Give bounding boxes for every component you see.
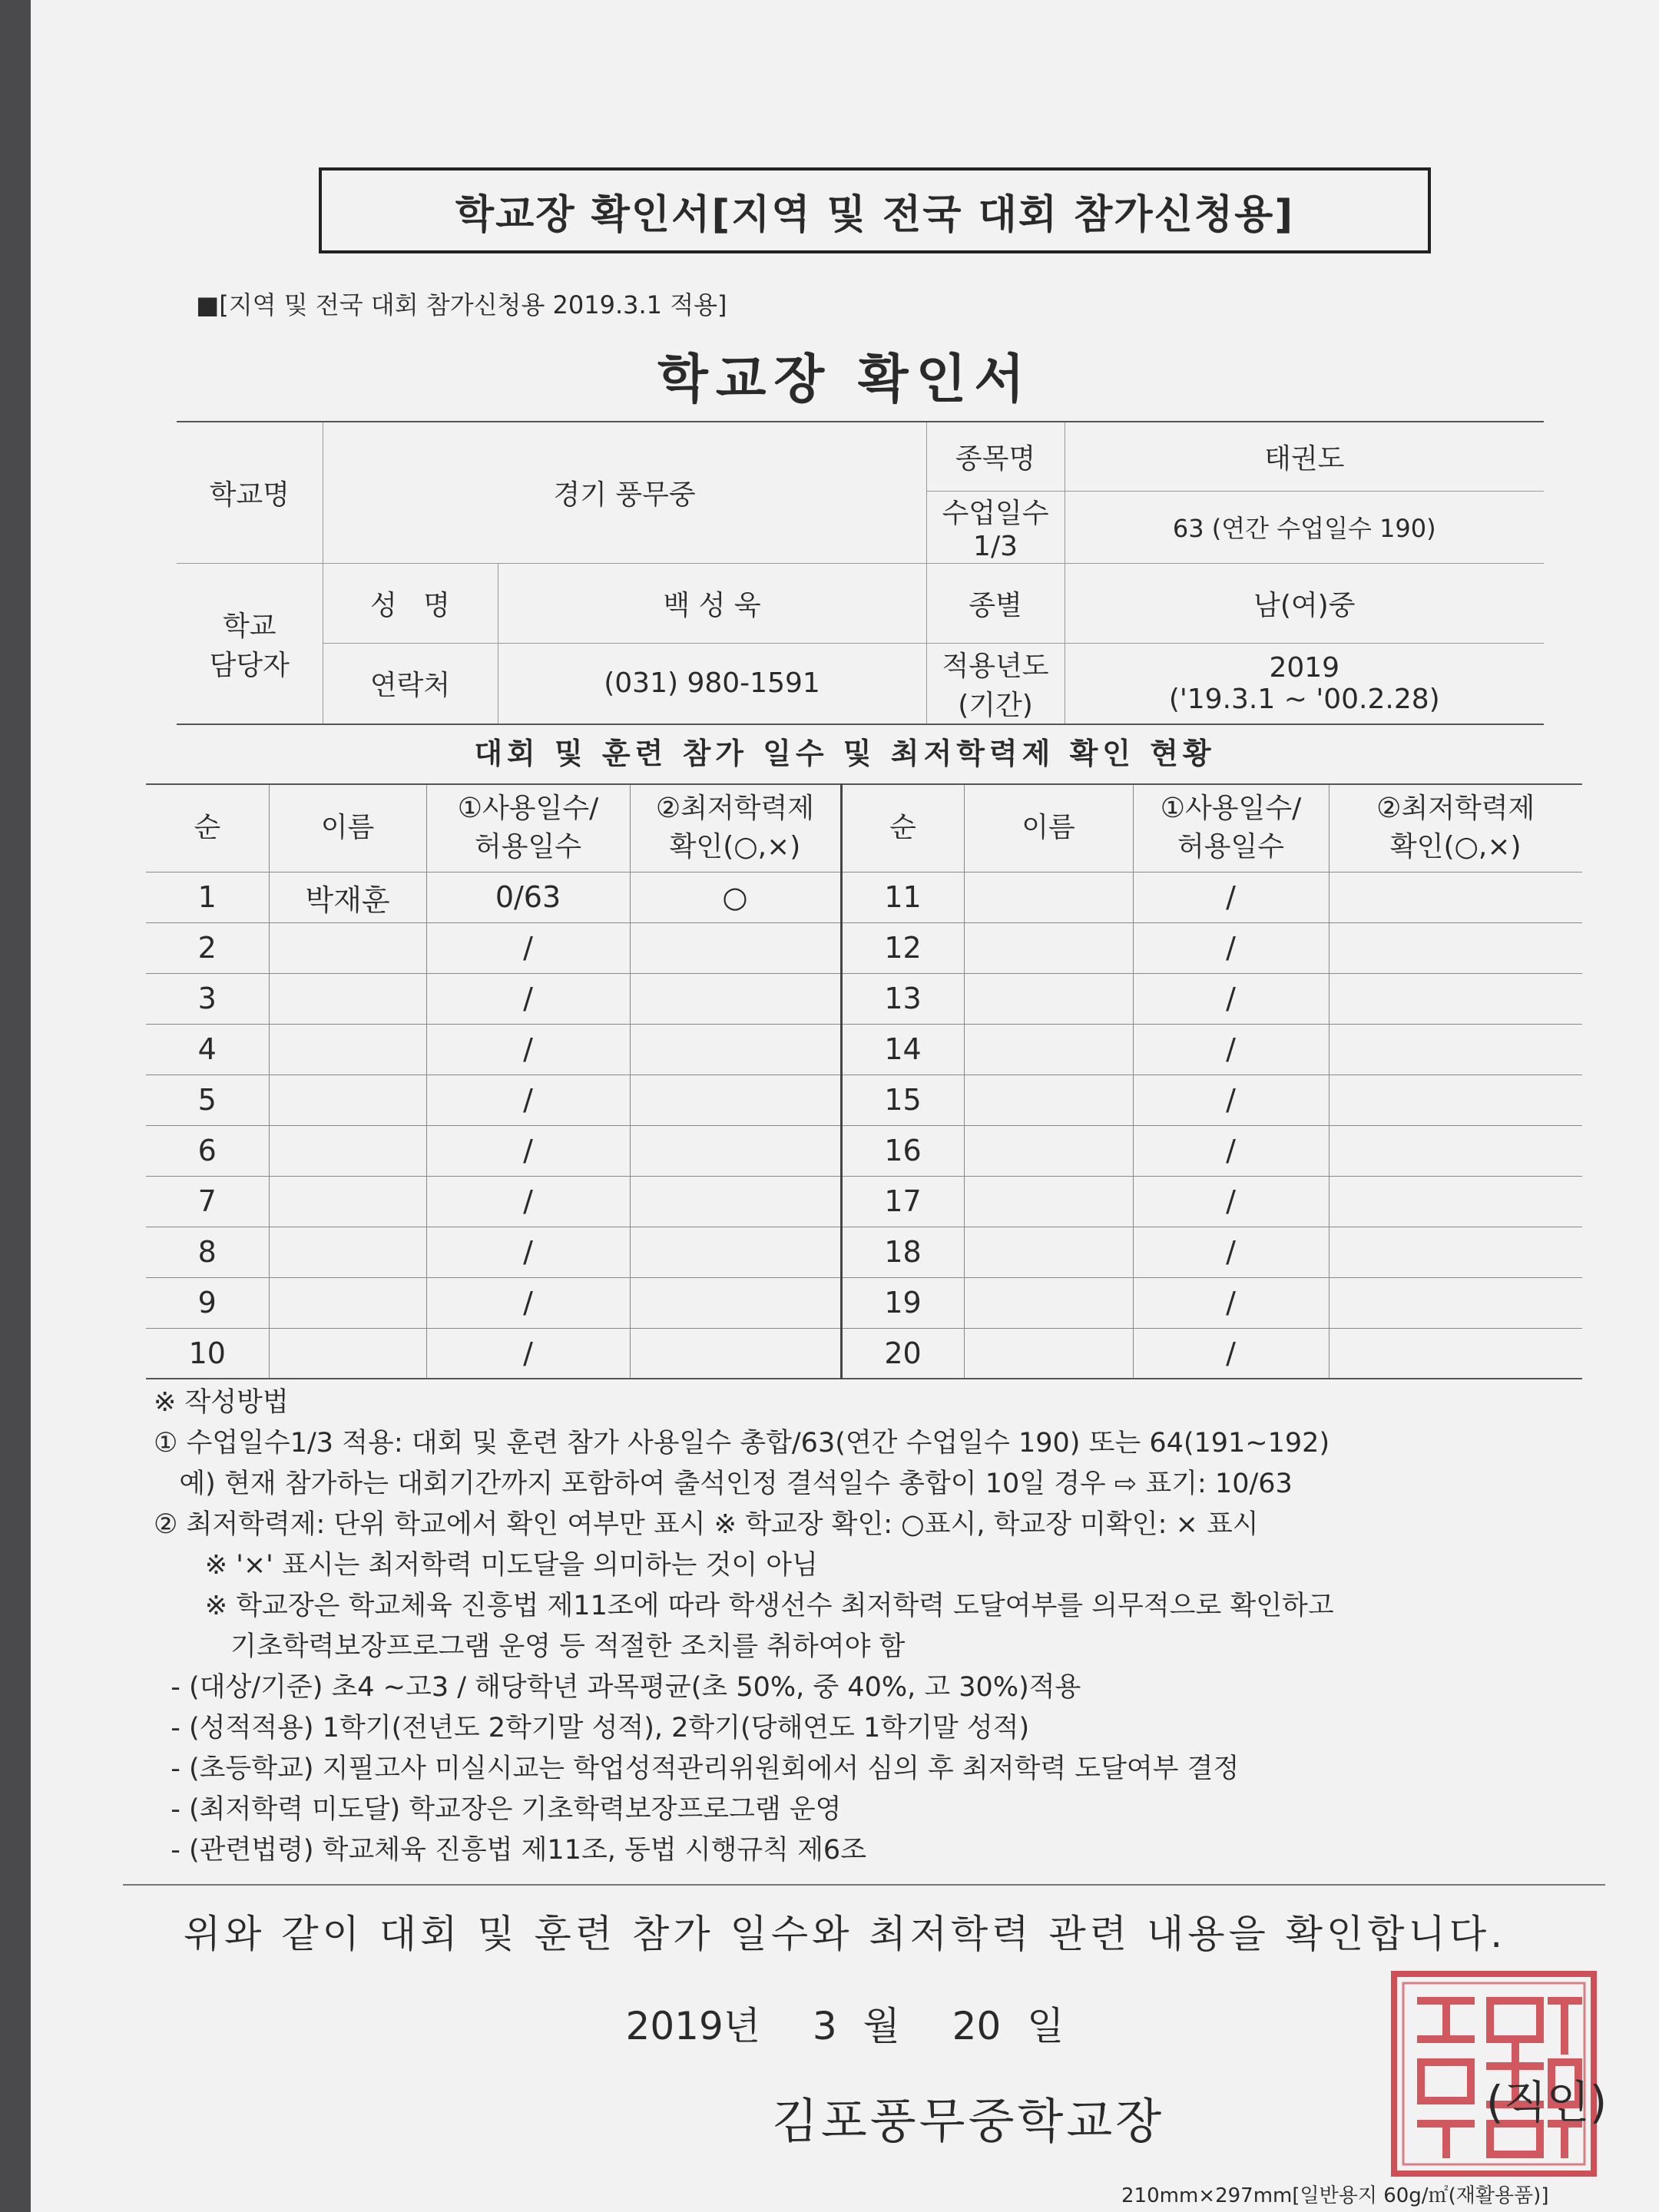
class-days-label-line2: 1/3 (973, 531, 1018, 562)
school-name-value: 경기 풍무중 (323, 422, 926, 563)
row-check (1329, 872, 1582, 922)
staff-name-label: 성 명 (323, 563, 498, 643)
section-divider (123, 1884, 1605, 1886)
year-label-line2: (기간) (958, 689, 1033, 721)
row-days: / (1133, 1024, 1329, 1075)
row-name (269, 1125, 426, 1176)
row-no: 8 (146, 1227, 269, 1277)
school-name-label: 학교명 (177, 422, 323, 563)
row-days: / (426, 973, 630, 1024)
row-days: / (1133, 1328, 1329, 1379)
row-name (964, 1075, 1133, 1125)
row-name (964, 1328, 1133, 1379)
row-check (1329, 1227, 1582, 1277)
principal-title: 김포풍무중학교장 (772, 2093, 1165, 2149)
row-check (630, 922, 841, 973)
row-check: ○ (630, 872, 841, 922)
col-header-check-line1: ②최저학력제 (655, 793, 815, 825)
table-row (146, 1176, 1582, 1227)
row-days: / (1133, 1125, 1329, 1176)
form-subtitle: ■[지역 및 전국 대회 참가신청용 2019.3.1 적용] (196, 290, 727, 320)
col-header-no: 순 (146, 784, 269, 872)
row-check (630, 973, 841, 1024)
row-days: / (426, 1024, 630, 1075)
sport-value: 태권도 (1065, 422, 1544, 491)
row-days: / (426, 1125, 630, 1176)
row-check (1329, 1075, 1582, 1125)
seal-label: (직인) (1486, 2076, 1608, 2128)
instruction-line: 예) 현재 참가하는 대회기간까지 포함하여 출석인정 결석일수 총합이 10일 경우 ⇨ 표기: 10/63 (154, 1469, 1293, 1499)
row-no: 16 (841, 1125, 964, 1176)
row-no: 4 (146, 1024, 269, 1075)
row-no: 14 (841, 1024, 964, 1075)
row-no: 15 (841, 1075, 964, 1125)
row-name (269, 1075, 426, 1125)
row-check (630, 1075, 841, 1125)
table-row (146, 872, 1582, 922)
table-row (146, 1227, 1582, 1277)
row-days: / (1133, 922, 1329, 973)
row-no: 17 (841, 1176, 964, 1227)
col-header-check-line2: 확인(○,×) (1389, 831, 1522, 863)
row-no: 9 (146, 1277, 269, 1328)
col-header-name: 이름 (269, 784, 426, 872)
row-check (630, 1024, 841, 1075)
instruction-line: ※ 학교장은 학교체육 진흥법 제11조에 따라 학생선수 최저학력 도달여부를 의무적으로 확인하고 (154, 1591, 1334, 1621)
row-no: 1 (146, 872, 269, 922)
instruction-line: - (대상/기준) 초4 ~고3 / 해당학년 과목평균(초 50%, 중 40%, 고 30%)적용 (154, 1672, 1081, 1703)
contact-label: 연락처 (323, 643, 498, 724)
row-check (1329, 1024, 1582, 1075)
staff-label-line2: 담당자 (209, 649, 290, 681)
table-row (146, 922, 1582, 973)
row-days: / (1133, 1075, 1329, 1125)
row-no: 7 (146, 1176, 269, 1227)
row-name (269, 973, 426, 1024)
row-days: / (1133, 872, 1329, 922)
confirmation-statement: 위와 같이 대회 및 훈련 참가 일수와 최저학력 관련 내용을 확인합니다. (183, 1912, 1507, 1956)
staff-label-line1: 학교 (222, 610, 276, 642)
row-days: 0/63 (426, 872, 630, 922)
document-page (31, 0, 1659, 2212)
row-no: 19 (841, 1277, 964, 1328)
participation-table (146, 783, 1582, 1379)
row-no: 12 (841, 922, 964, 973)
table-row (146, 1024, 1582, 1075)
staff-name-value: 백 성 욱 (498, 563, 926, 643)
instructions-heading: ※ 작성방법 (154, 1387, 289, 1418)
row-name (964, 1176, 1133, 1227)
row-name (964, 973, 1133, 1024)
row-no: 18 (841, 1227, 964, 1277)
col-header-check-line1: ②최저학력제 (1376, 793, 1535, 825)
col-header-days-line2: 허용일수 (1177, 831, 1285, 863)
class-days-label (926, 491, 1065, 563)
row-days: / (1133, 973, 1329, 1024)
table-row (146, 1125, 1582, 1176)
instructions (154, 1382, 1628, 1871)
row-name (964, 1125, 1133, 1176)
row-name (269, 1277, 426, 1328)
row-no: 6 (146, 1125, 269, 1176)
division-value: 남(여)중 (1065, 563, 1544, 643)
year-value-line1: 2019 (1269, 651, 1340, 684)
row-no: 11 (841, 872, 964, 922)
class-days-value: 63 (연간 수업일수 190) (1065, 491, 1544, 563)
row-name (964, 1227, 1133, 1277)
row-name (269, 1227, 426, 1277)
row-name (269, 1328, 426, 1379)
col-header-name: 이름 (964, 784, 1133, 872)
row-check (630, 1328, 841, 1379)
year-label-line1: 적용년도 (942, 650, 1049, 682)
row-check (1329, 1125, 1582, 1176)
section-title: 대회 및 훈련 참가 일수 및 최저학력제 확인 현황 (474, 737, 1216, 770)
row-days: / (426, 1176, 630, 1227)
row-days: / (426, 1227, 630, 1277)
col-header-days-line1: ①사용일수/ (457, 793, 599, 825)
row-name (269, 1176, 426, 1227)
year-value-line2: ('19.3.1 ~ '00.2.28) (1168, 683, 1440, 715)
table-row (146, 1075, 1582, 1125)
col-header-days (426, 784, 630, 872)
row-check (630, 1125, 841, 1176)
row-days: / (426, 922, 630, 973)
col-header-days-line2: 허용일수 (474, 831, 582, 863)
sport-label: 종목명 (926, 422, 1065, 491)
row-days: / (1133, 1277, 1329, 1328)
instruction-line: - (성적적용) 1학기(전년도 2학기말 성적), 2학기(당해연도 1학기말 성적) (154, 1713, 1030, 1743)
col-header-check (1329, 784, 1582, 872)
row-name (269, 1024, 426, 1075)
form-header-box: 학교장 확인서[지역 및 전국 대회 참가신청용] (319, 167, 1431, 253)
row-name (964, 922, 1133, 973)
table-row (146, 973, 1582, 1024)
row-no: 13 (841, 973, 964, 1024)
instruction-line: ※ '×' 표시는 최저학력 미도달을 의미하는 것이 아님 (154, 1550, 818, 1581)
school-info-table (177, 421, 1544, 725)
row-days: / (426, 1075, 630, 1125)
row-days: / (426, 1277, 630, 1328)
row-name (964, 1277, 1133, 1328)
instruction-line: ① 수업일수1/3 적용: 대회 및 훈련 참가 사용일수 총합/63(연간 수업일수 190) 또는 64(191~192) (154, 1428, 1330, 1459)
row-check (1329, 1277, 1582, 1328)
instruction-line: - (관련법령) 학교체육 진흥법 제11조, 동법 시행규칙 제6조 (154, 1835, 867, 1866)
row-check (1329, 922, 1582, 973)
table-header-row (146, 784, 1582, 872)
col-header-days-line1: ①사용일수/ (1160, 793, 1302, 825)
col-header-days (1133, 784, 1329, 872)
col-header-no: 순 (841, 784, 964, 872)
row-check (1329, 973, 1582, 1024)
row-days: / (1133, 1176, 1329, 1227)
instruction-line: ② 최저학력제: 단위 학교에서 확인 여부만 표시 ※ 학교장 확인: ○표시, 학교장 미확인: × 표시 (154, 1509, 1259, 1540)
contact-value: (031) 980-1591 (498, 643, 926, 724)
paper-spec-footer: 210mm×297mm[일반용지 60g/㎡(재활용품)] (1121, 2184, 1549, 2207)
issue-date: 2019년 3 월 20 일 (625, 2004, 1065, 2048)
table-row (146, 1277, 1582, 1328)
class-days-label-line1: 수업일수 (942, 498, 1049, 529)
row-check (630, 1227, 841, 1277)
row-check (1329, 1328, 1582, 1379)
row-no: 20 (841, 1328, 964, 1379)
document-title: 학교장 확인서 (657, 349, 1032, 410)
instruction-line: 기초학력보장프로그램 운영 등 적절한 조치를 취하여야 함 (154, 1631, 906, 1662)
row-no: 5 (146, 1075, 269, 1125)
table-row (146, 1328, 1582, 1379)
year-value (1065, 643, 1544, 724)
row-days: / (1133, 1227, 1329, 1277)
row-no: 10 (146, 1328, 269, 1379)
col-header-check (630, 784, 841, 872)
year-label (926, 643, 1065, 724)
row-name (964, 872, 1133, 922)
row-name: 박재훈 (269, 872, 426, 922)
row-check (630, 1176, 841, 1227)
row-no: 3 (146, 973, 269, 1024)
row-check (630, 1277, 841, 1328)
row-name (269, 922, 426, 973)
row-days: / (426, 1328, 630, 1379)
division-label: 종별 (926, 563, 1065, 643)
row-check (1329, 1176, 1582, 1227)
col-header-check-line2: 확인(○,×) (669, 831, 801, 863)
instruction-line: - (초등학교) 지필고사 미실시교는 학업성적관리위원회에서 심의 후 최저학력 도달여부 결정 (154, 1753, 1240, 1784)
staff-label (177, 563, 323, 724)
instruction-line: - (최저학력 미도달) 학교장은 기초학력보장프로그램 운영 (154, 1794, 842, 1825)
row-name (964, 1024, 1133, 1075)
row-no: 2 (146, 922, 269, 973)
